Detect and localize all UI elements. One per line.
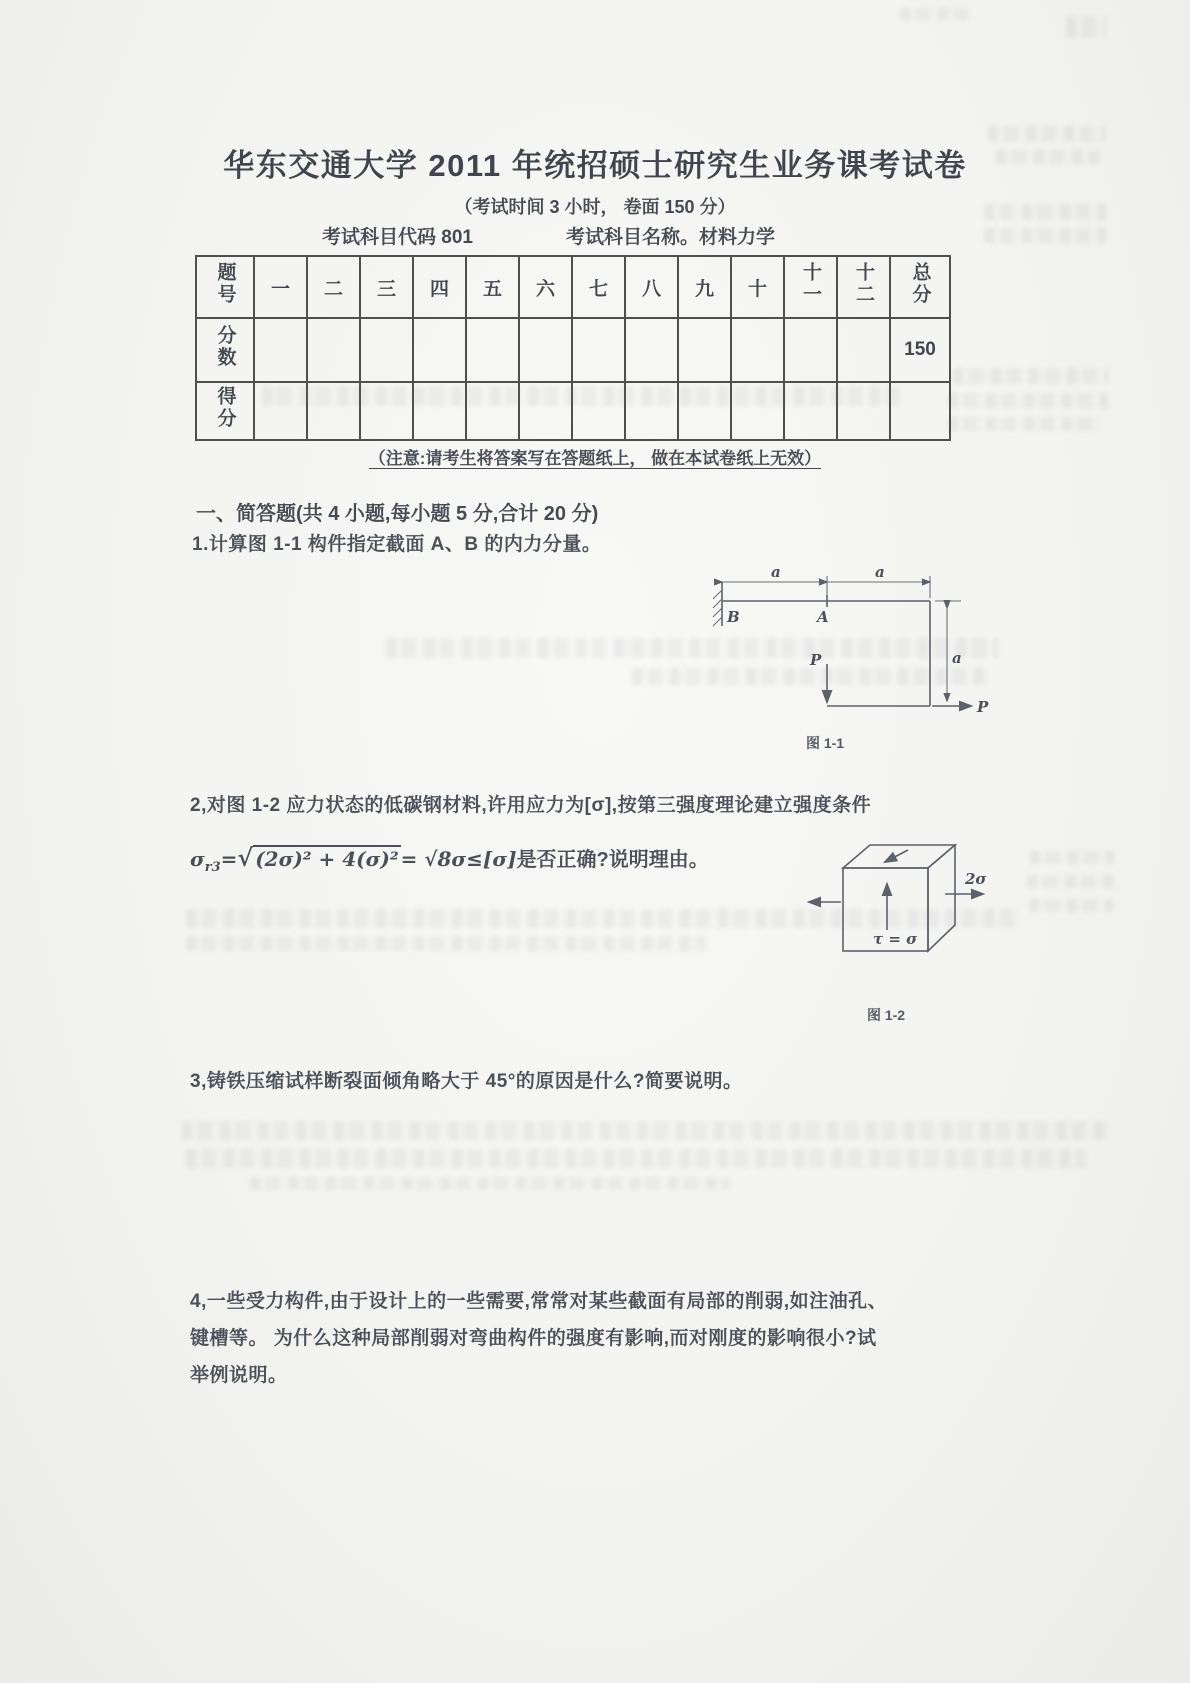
bleedthrough-artifact (186, 936, 706, 951)
bleedthrough-artifact (988, 126, 1106, 142)
col-1: 一 (254, 256, 307, 318)
sigma-symbol: σ (190, 847, 205, 871)
table-row-question-numbers (196, 256, 950, 318)
col-9: 九 (678, 256, 731, 318)
question-4-line3: 举例说明。 (190, 1365, 288, 1386)
col-8: 八 (625, 256, 678, 318)
question-4-line2: 键槽等。 为什么这种局部削弱对弯曲构件的强度有影响,而对刚度的影响很小?试 (190, 1328, 877, 1349)
bleedthrough-artifact (632, 668, 988, 685)
bleedthrough-artifact (186, 1149, 1086, 1168)
bleedthrough-artifact (996, 150, 1100, 164)
total-score-cell: 150 (890, 318, 950, 382)
question-4-line1: 4,一些受力构件,由于设计上的一些需要,常常对某些截面有局部的削弱,如注油孔、 (190, 1291, 888, 1312)
col-11: 十一 (784, 256, 837, 318)
exam-title: 华东交通大学 2011 年统招硕士研究生业务课考试卷 (223, 148, 967, 183)
question-3: 3,铸铁压缩试样断裂面倾角略大于 45°的原因是什么?简要说明。 (190, 1071, 743, 1092)
answer-sheet-note: （注意:请考生将答案写在答题纸上， 做在本试卷纸上无效） (368, 449, 822, 468)
figure-1-2-stress-element (795, 836, 1000, 964)
dim-a2-label: a (875, 563, 885, 581)
subject-name: 考试科目名称。材料力学 (566, 227, 776, 248)
radical-sign: √ (237, 843, 254, 872)
point-a-label: A (817, 608, 829, 626)
bleedthrough-artifact (250, 1177, 730, 1190)
bleedthrough-artifact (1030, 851, 1114, 864)
figure-1-1-caption: 图 1-1 (805, 735, 845, 751)
bleedthrough-artifact (186, 909, 1021, 928)
bleedthrough-artifact (1029, 899, 1113, 912)
bleedthrough-artifact (984, 204, 1106, 220)
col-3: 三 (360, 256, 413, 318)
col-7: 七 (572, 256, 625, 318)
bleedthrough-artifact (953, 368, 1108, 384)
col-2: 二 (307, 256, 360, 318)
bleedthrough-artifact (386, 638, 998, 658)
bleedthrough-artifact (948, 393, 1108, 408)
section-1-heading: 一、简答题(共 4 小题,每小题 5 分,合计 20 分) (196, 503, 599, 525)
bleedthrough-artifact (948, 417, 1100, 431)
col-6: 六 (519, 256, 572, 318)
shear-stress-label: τ = σ (873, 930, 918, 948)
bleedthrough-artifact (984, 228, 1106, 243)
col-total: 总分 (890, 256, 950, 318)
col-4: 四 (413, 256, 466, 318)
subject-code: 考试科目代码 801 (322, 227, 473, 248)
question-1: 1.计算图 1-1 构件指定截面 A、B 的内力分量。 (192, 534, 602, 555)
row-label-points: 分数 (196, 318, 254, 382)
bleedthrough-artifact (900, 8, 970, 20)
dim-a1-label: a (771, 563, 781, 581)
bleedthrough-artifact (1027, 875, 1115, 888)
dim-a3-label: a (952, 649, 962, 667)
bleedthrough-artifact (1066, 16, 1106, 38)
col-10: 十 (731, 256, 784, 318)
col-5: 五 (466, 256, 519, 318)
force-p-right-label: P (977, 698, 989, 716)
force-p-down-label: P (810, 651, 822, 669)
bleedthrough-artifact (182, 1121, 1110, 1140)
corner-cell: 题号 (196, 256, 254, 318)
table-row-points (196, 318, 950, 382)
score-table (195, 255, 951, 441)
question-2-intro: 2,对图 1-2 应力状态的低碳钢材料,许用应力为[σ],按第三强度理论建立强度条件 (190, 795, 872, 816)
col-12: 十二 (837, 256, 890, 318)
exam-subtitle: （考试时间 3 小时， 卷面 150 分） (454, 197, 736, 217)
row-label-earned: 得分 (196, 382, 254, 440)
question-2-formula: $\sigma_{r3}=√$ (2σ)² + 4(σ)² = √8σ≤[σ]是否正确?说明理由。 (190, 843, 709, 875)
two-sigma-label: 2σ (965, 870, 987, 888)
point-b-label: B (727, 608, 740, 626)
radicand: (2σ)² + 4(σ)² (255, 847, 399, 871)
bleedthrough-artifact (262, 386, 902, 406)
figure-1-2-caption: 图 1-2 (866, 1007, 906, 1023)
